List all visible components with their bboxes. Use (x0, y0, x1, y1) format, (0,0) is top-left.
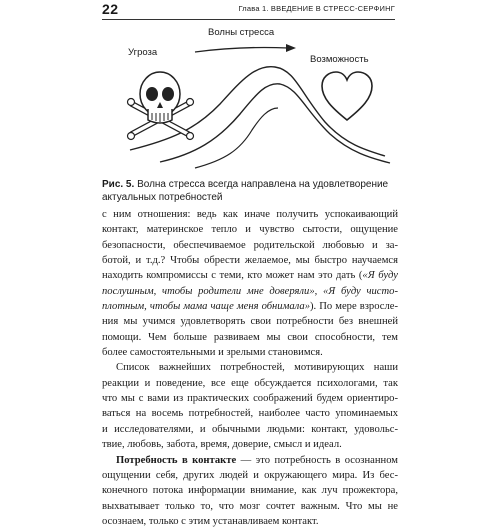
text-line: плотным, чтобы мама чаще меня обнимала»). По мере взросле- (102, 301, 398, 313)
quote-italic: «Я буду (362, 270, 398, 282)
quote-italic: плотным, чтобы мама чаще меня обнимала» (102, 301, 311, 313)
text-span: По мере взросле- (319, 301, 398, 313)
page-number: 22 (102, 1, 119, 17)
text-line: ощущении себя, других людей и окружающего мира. Из бес- (102, 469, 398, 481)
text-line: конечного потока информации внимание, как луч прожектора, (102, 485, 398, 497)
text-line: Список важнейших потребностей, мотивирующих наши (116, 362, 398, 374)
text-span: находить компромиссы с теми, кто может нам это дать ( (102, 270, 363, 282)
text-line: твие, любовь, забота, время, доверие, смысл и идеал. (102, 439, 342, 451)
caption-text: Волна стресса всегда направлена на удовлетворение актуальных потребностей (102, 179, 389, 203)
text-line: с ним отношения: ведь как иначе получить успокаивающий (102, 209, 398, 220)
heart-icon (322, 72, 372, 120)
running-header (102, 2, 395, 18)
text-line (102, 284, 398, 299)
label-waves: Волны стресса (208, 27, 275, 38)
arrow-icon (195, 44, 296, 52)
text-line: более самостоятельными и зрелыми становимся. (102, 347, 323, 359)
text-line: выхватывает только то, что мозг сочтет важным. Что мы не (102, 500, 398, 512)
running-title: Глава 1. ВВЕДЕНИЕ В СТРЕСС-СЕРФИНГ (238, 4, 395, 13)
text-line: реакции и поведение, все еще обсуждается психологами, так (102, 377, 398, 389)
text-line: безопасности, обеспечиваемое родительской любовью и за- (102, 239, 398, 251)
text-line (102, 453, 398, 468)
text-line: осознаем, только с этим устанавливаем контакт. (102, 515, 319, 527)
text-line (102, 268, 398, 283)
text-span: — это потребность в осознанном (236, 454, 398, 466)
label-opportunity: Возможность (310, 54, 369, 65)
text-line: помощи. Чем больше развиваем мы свои способности, тем (102, 331, 398, 343)
text-line: ваться на восемь потребностей, наиболее часто упоминаемых (102, 408, 398, 420)
skull-crossbones-icon (128, 72, 194, 140)
caption-label: Рис. 5. (102, 179, 135, 190)
text-line: ния мы учимся удовлетворять свои потребности без внешней (102, 316, 398, 328)
figure-stress-wave (100, 22, 400, 172)
text-line: ботой, и т.д.? Чтобы обрести желаемое, мы быстро научаемся (102, 255, 398, 267)
text-line: контакт, материнское тепло и чувство сытости, ощущение (102, 224, 398, 236)
text-line: и исследователями, и обычными людьми: контакт, удовольс- (102, 423, 398, 435)
header-rule (102, 19, 395, 20)
figure-caption (102, 178, 398, 204)
stress-wave-illustration (100, 22, 400, 172)
term-bold: Потребность в контакте (116, 454, 237, 466)
body-text (102, 207, 398, 529)
label-threat: Угроза (128, 47, 158, 58)
quote-italic: послушным, чтобы родители мне доверяли», «Я буду чисто- (102, 285, 398, 297)
text-line: что мы с вами из практических соображений будем ориентиро- (102, 393, 398, 405)
